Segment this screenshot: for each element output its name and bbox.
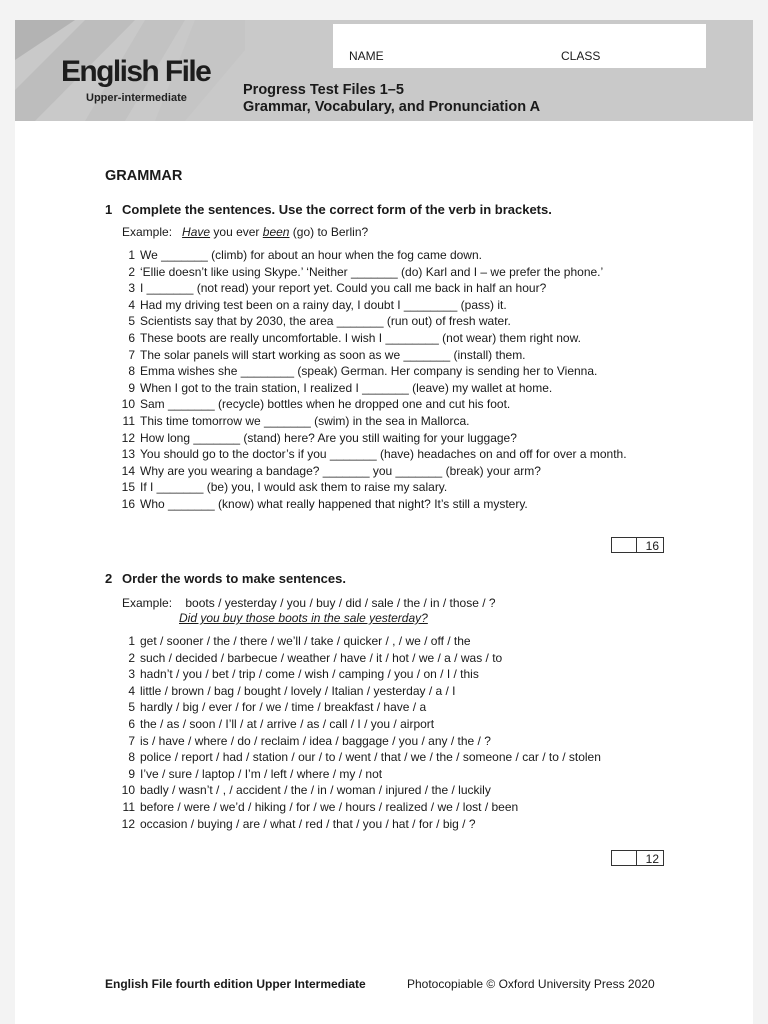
q2-item <box>105 766 725 783</box>
name-class-box[interactable] <box>333 24 706 68</box>
q1-item <box>105 430 725 447</box>
q1-heading <box>105 202 552 217</box>
q2-item-number: 10 <box>121 783 135 798</box>
q1-item <box>105 264 725 281</box>
q1-item <box>105 479 725 496</box>
q1-item <box>105 396 725 413</box>
q1-example-answer-1: Have <box>182 225 211 239</box>
q2-item <box>105 816 725 833</box>
footer-edition: English File fourth edition Upper Intermediate <box>105 977 366 991</box>
q1-item-list <box>105 247 725 513</box>
q2-item-text[interactable]: get / sooner / the / there / we’ll / take / quicker / , / we / off / the <box>140 634 471 648</box>
q2-item <box>105 650 725 667</box>
q1-item <box>105 313 725 330</box>
q2-example-text: boots / yesterday / you / buy / did / sale / the / in / those / ? <box>185 596 496 610</box>
q1-item <box>105 380 725 397</box>
q1-item-number: 3 <box>128 281 135 296</box>
q1-item <box>105 330 725 347</box>
q1-item-number: 13 <box>121 447 135 462</box>
footer-copyright: Photocopiable © Oxford University Press 2020 <box>407 977 655 991</box>
q2-item-number: 4 <box>128 683 135 698</box>
q1-item-text[interactable]: Had my driving test been on a rainy day, I doubt I ________ (pass) it. <box>140 297 507 312</box>
q1-item-text[interactable]: Scientists say that by 2030, the area _______ (run out) of fresh water. <box>140 314 511 329</box>
q2-item-number: 6 <box>128 716 135 731</box>
q1-item <box>105 347 725 364</box>
q1-score: 16 <box>645 539 659 553</box>
q1-item-text[interactable]: The solar panels will start working as soon as we _______ (install) them. <box>140 347 526 362</box>
q2-item-text[interactable]: hadn’t / you / bet / trip / come / wish / camping / you / on / I / this <box>140 667 479 682</box>
test-title <box>243 82 540 116</box>
q1-item-number: 11 <box>122 413 135 428</box>
q2-score-box[interactable] <box>611 850 664 866</box>
q1-example-label: Example: <box>122 225 173 239</box>
class-label: CLASS <box>561 49 601 63</box>
q2-item-text[interactable]: before / were / we’d / hiking / for / we / hours / realized / we / lost / been <box>140 799 519 814</box>
q2-item-number: 12 <box>121 816 135 831</box>
q2-example <box>122 596 496 610</box>
q2-item-number: 11 <box>122 799 135 814</box>
q1-item-number: 5 <box>128 314 135 329</box>
q1-item-text[interactable]: When I got to the train station, I realized I _______ (leave) my wallet at home. <box>140 380 553 395</box>
q2-number: 2 <box>105 571 113 586</box>
q2-item-text[interactable]: is / have / where / do / reclaim / idea / baggage / you / any / the / ? <box>140 733 491 748</box>
q2-item <box>105 683 725 700</box>
q2-example-label: Example: <box>122 596 173 610</box>
q2-item <box>105 666 725 683</box>
q1-item-text[interactable]: I _______ (not read) your report yet. Could you call me back in half an hour? <box>140 281 547 296</box>
name-label: NAME <box>349 49 384 63</box>
q1-item-number: 16 <box>121 496 135 511</box>
q1-item <box>105 297 725 314</box>
q1-item <box>105 496 725 513</box>
q2-item <box>105 699 725 716</box>
q1-item-text[interactable]: Emma wishes she ________ (speak) German. Her company is sending her to Vienna. <box>140 364 598 379</box>
q2-score: 12 <box>645 852 659 866</box>
q2-item-number: 2 <box>128 650 135 665</box>
q2-item-text[interactable]: such / decided / barbecue / weather / have / it / hot / we / a / was / to <box>140 650 503 665</box>
logo-title: English File <box>61 55 211 88</box>
q1-item-text[interactable]: These boots are really uncomfortable. I wish I ________ (not wear) them right now. <box>140 330 581 345</box>
q1-item-text[interactable]: Why are you wearing a bandage? _______ you _______ (break) your arm? <box>140 463 541 478</box>
q2-item-text[interactable]: hardly / big / ever / for / we / time / breakfast / have / a <box>140 700 427 715</box>
q2-item-number: 1 <box>128 634 135 648</box>
q1-item <box>105 463 725 480</box>
q1-item-number: 2 <box>128 264 135 279</box>
q1-item-text[interactable]: We _______ (climb) for about an hour when the fog came down. <box>140 248 482 262</box>
q1-item-text[interactable]: Who _______ (know) what really happened that night? It’s still a mystery. <box>140 496 528 511</box>
q1-item-number: 7 <box>128 347 135 362</box>
q1-item-text[interactable]: This time tomorrow we _______ (swim) in the sea in Mallorca. <box>140 413 470 428</box>
q1-item-text[interactable]: How long _______ (stand) here? Are you still waiting for your luggage? <box>140 430 517 445</box>
q2-item-number: 3 <box>128 667 135 682</box>
q1-item-number: 4 <box>128 297 135 312</box>
q1-item-number: 15 <box>121 480 135 495</box>
q2-item-list <box>105 633 725 832</box>
q1-item-number: 8 <box>128 364 135 379</box>
q2-item <box>105 782 725 799</box>
header-band <box>15 20 753 121</box>
q1-item-number: 1 <box>128 248 135 262</box>
q1-example-answer-2: been <box>262 225 290 239</box>
q1-item-text[interactable]: Sam _______ (recycle) bottles when he dropped one and cut his foot. <box>140 397 511 412</box>
q1-item-text[interactable]: ‘Ellie doesn’t like using Skype.’ ‘Neither _______ (do) Karl and I – we prefer the phone.’ <box>140 264 604 279</box>
worksheet-page <box>15 20 753 1024</box>
section-title: GRAMMAR <box>105 168 183 184</box>
q1-number: 1 <box>105 202 113 217</box>
q1-item-text[interactable]: You should go to the doctor’s if you _______ (have) headaches on and off for over a month. <box>140 447 627 462</box>
q1-item <box>105 363 725 380</box>
q1-item-text[interactable]: If I _______ (be) you, I would ask them to raise my salary. <box>140 480 448 495</box>
q2-item-text[interactable]: badly / wasn’t / , / accident / the / in / woman / injured / the / luckily <box>140 783 491 798</box>
q2-example-answer: Did you buy those boots in the sale yesterday? <box>179 611 428 625</box>
q1-instruction: Complete the sentences. Use the correct form of the verb in brackets. <box>122 202 552 217</box>
q2-item-text[interactable]: police / report / had / station / our / to / went / that / we / the / someone / car / to / stolen <box>140 750 601 765</box>
q2-item-text[interactable]: the / as / soon / I’ll / at / arrive / as / call / I / you / airport <box>140 716 435 731</box>
q1-example-text-2: (go) to Berlin? <box>289 225 369 239</box>
q1-item <box>105 413 725 430</box>
q2-item <box>105 799 725 816</box>
q1-example-text-1: you ever <box>210 225 263 239</box>
q2-item-number: 5 <box>128 700 135 715</box>
q2-item-text[interactable]: little / brown / bag / bought / lovely / Italian / yesterday / a / I <box>140 683 456 698</box>
q1-item-number: 14 <box>121 463 135 478</box>
q1-item-number: 12 <box>121 430 135 445</box>
q2-instruction: Order the words to make sentences. <box>122 571 346 586</box>
q2-heading <box>105 571 346 586</box>
test-title-line2: Grammar, Vocabulary, and Pronunciation A <box>243 99 541 115</box>
test-title-line1: Progress Test Files 1–5 <box>243 82 404 98</box>
q1-example <box>122 225 368 239</box>
q2-item-number: 9 <box>128 766 135 781</box>
q2-item-text[interactable]: I’ve / sure / laptop / I’m / left / where / my / not <box>140 766 383 781</box>
q1-item-number: 6 <box>128 330 135 345</box>
q1-item <box>105 446 670 463</box>
q1-score-box[interactable] <box>611 537 664 553</box>
q2-item-number: 7 <box>128 733 135 748</box>
q1-item <box>105 280 725 297</box>
q1-item <box>105 247 725 264</box>
q2-item <box>105 733 725 750</box>
q2-item <box>105 633 725 650</box>
q2-item-text[interactable]: occasion / buying / are / what / red / that / you / hat / for / big / ? <box>140 816 476 831</box>
q1-item-number: 10 <box>121 397 135 412</box>
q1-item-number: 9 <box>128 380 135 395</box>
q2-item <box>105 716 725 733</box>
q2-item-number: 8 <box>128 750 135 765</box>
logo-subtitle: Upper-intermediate <box>86 92 187 104</box>
q2-item <box>105 749 725 766</box>
